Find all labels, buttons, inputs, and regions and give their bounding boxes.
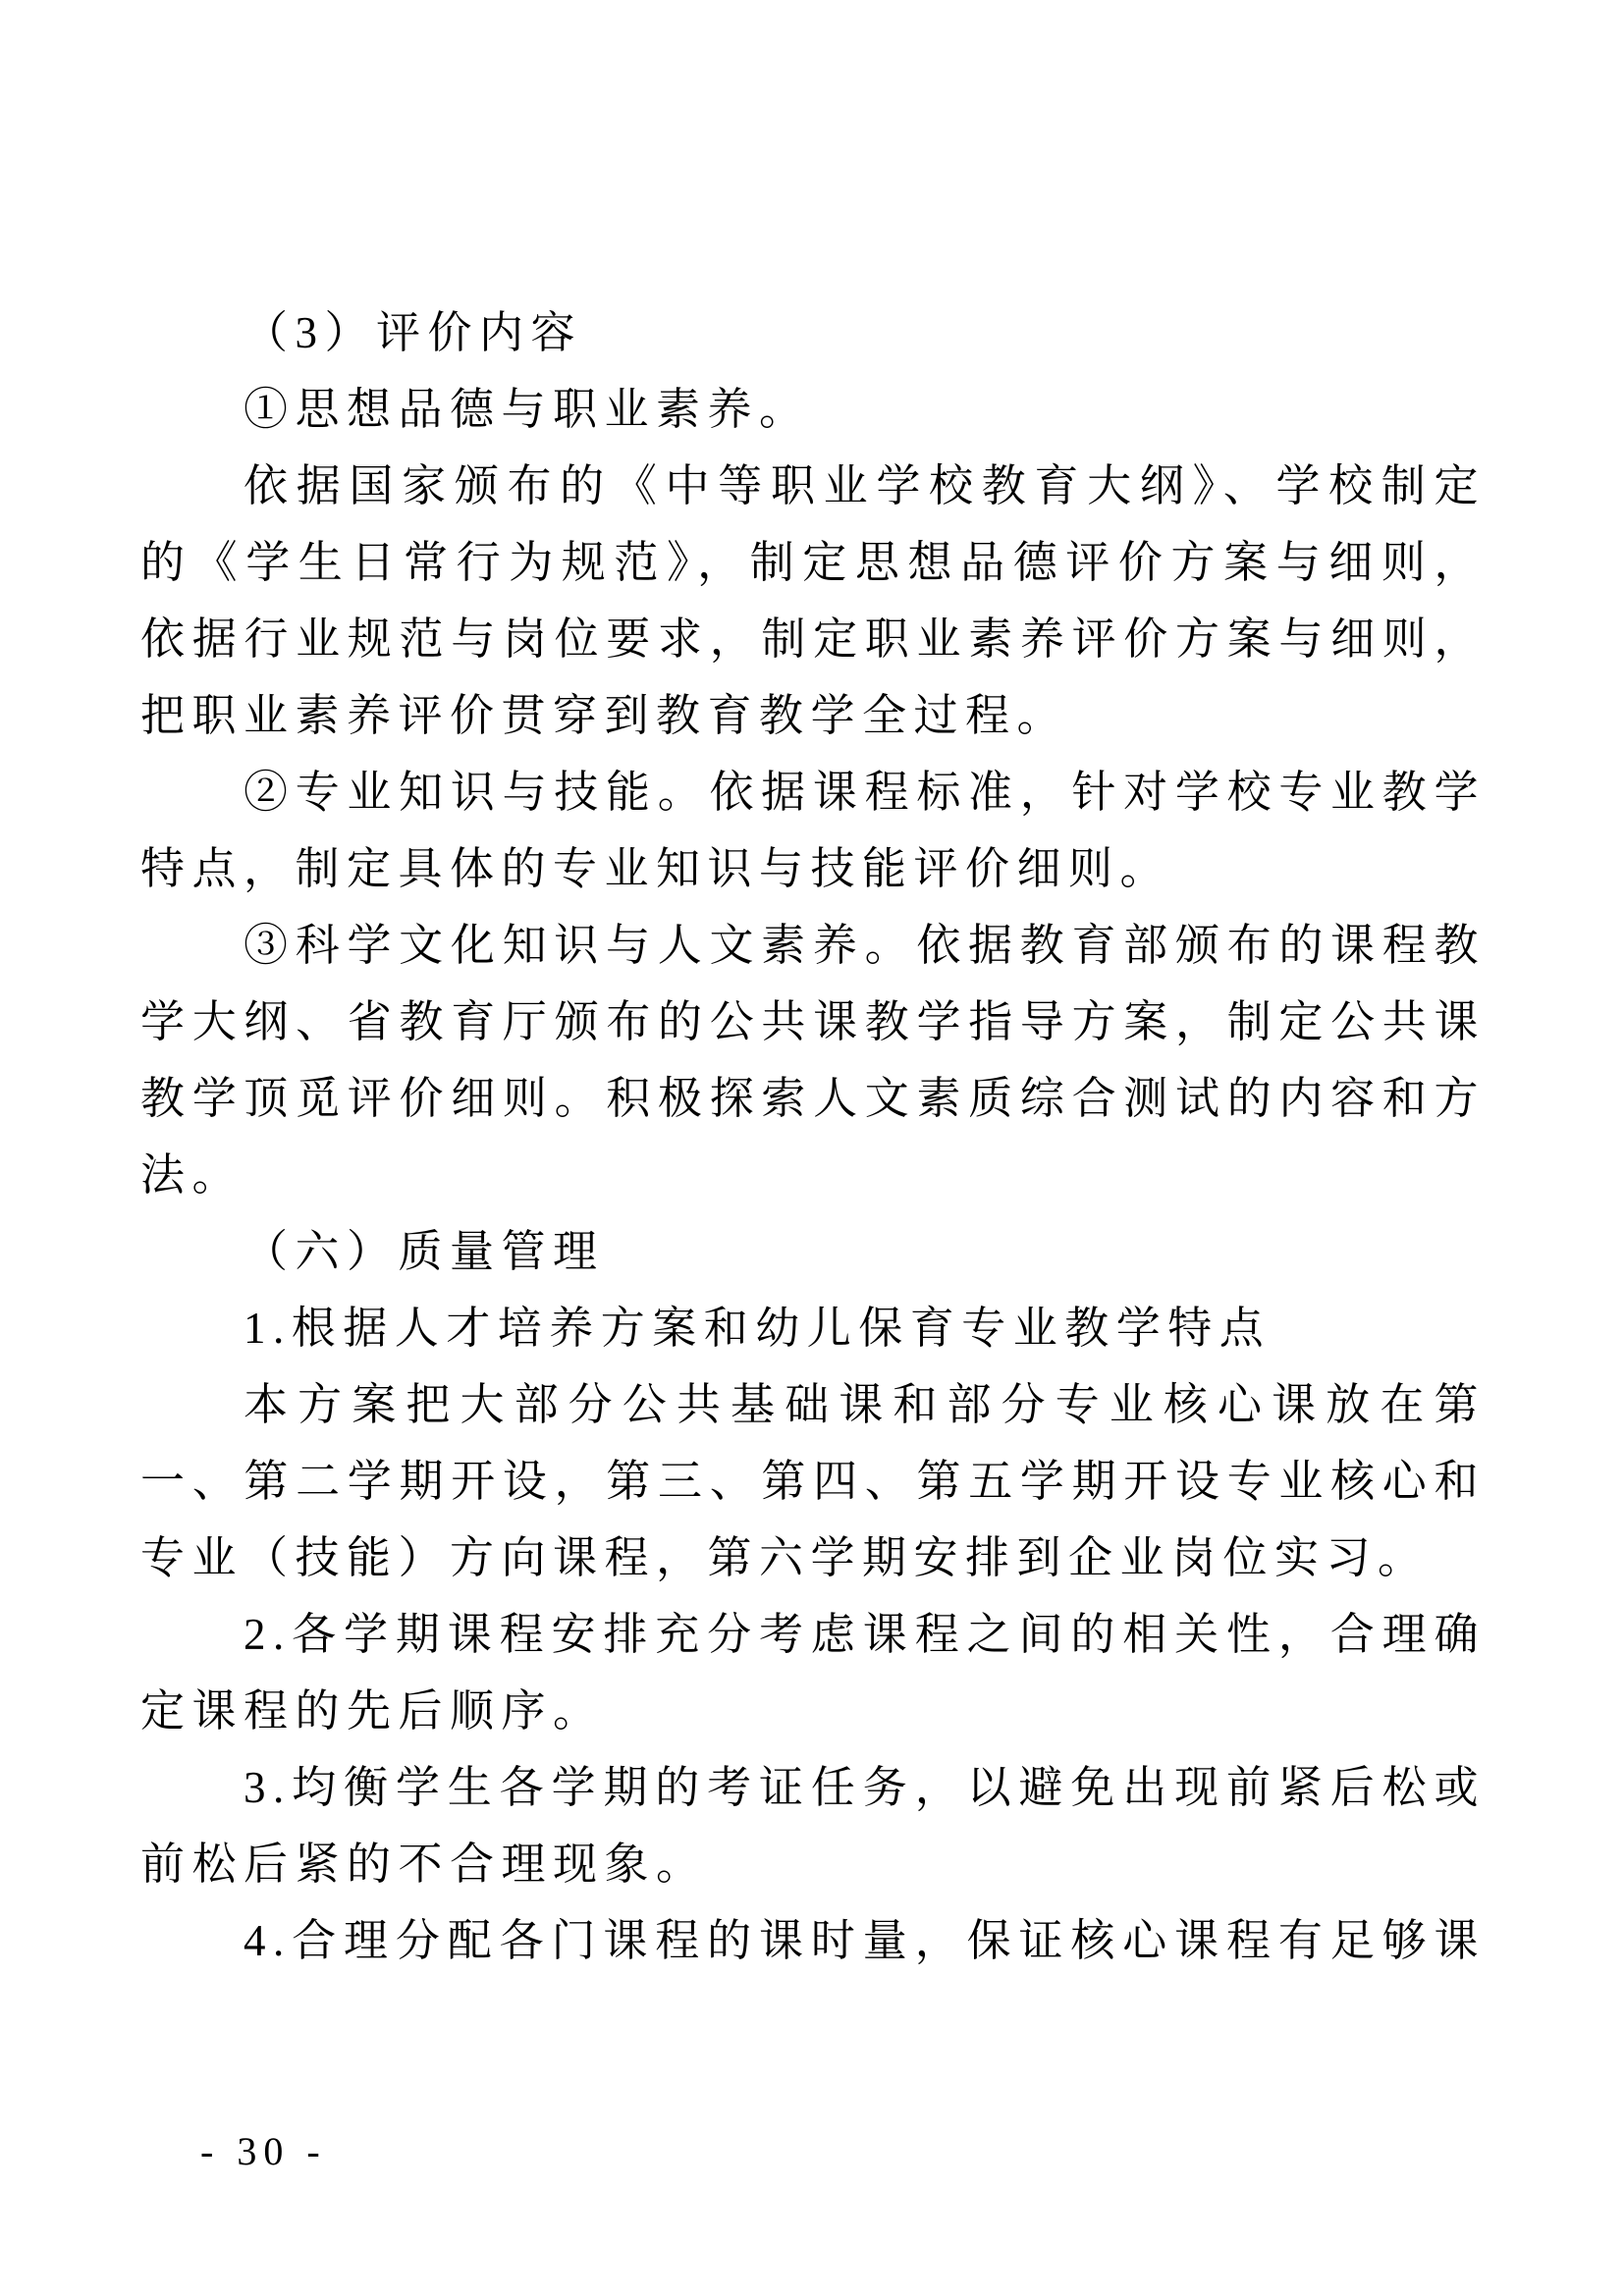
text-line: 法。 <box>140 1150 244 1200</box>
list-item-3: 3.均衡学生各学期的考证任务，以避免出现前紧后松或 <box>244 1763 1486 1812</box>
text-line: 依据国家颁布的《中等职业学校教育大纲》、学校制定 <box>244 461 1486 510</box>
item-1-heading-morality: ①思想品德与职业素养。 <box>244 385 811 434</box>
list-item-4: 4.合理分配各门课程的课时量，保证核心课程有足够课 <box>244 1916 1486 1965</box>
list-item-2: 2.各学期课程安排充分考虑课程之间的相关性，合理确 <box>244 1610 1486 1659</box>
item-3-culture-humanities: ③科学文化知识与人文素养。依据教育部颁布的课程教 <box>244 921 1486 970</box>
text-line: 学大纲、省教育厅颁布的公共课教学指导方案，制定公共课 <box>140 997 1486 1046</box>
text-line: 定课程的先后顺序。 <box>140 1686 605 1735</box>
text-line: 本方案把大部分公共基础课和部分专业核心课放在第 <box>244 1380 1486 1429</box>
section-heading-eval-content: （3）评价内容 <box>244 308 583 357</box>
page-number: - 30 - <box>200 2129 327 2173</box>
text-line: 特点，制定具体的专业知识与技能评价细则。 <box>140 844 1172 893</box>
text-line: 一、第二学期开设，第三、第四、第五学期开设专业核心和 <box>140 1457 1486 1506</box>
section-heading-quality-management: （六）质量管理 <box>244 1227 605 1276</box>
text-line: 前松后紧的不合理现象。 <box>140 1840 708 1889</box>
document-body <box>140 294 1486 1979</box>
item-2-professional-knowledge: ②专业知识与技能。依据课程标准，针对学校专业教学 <box>244 768 1486 817</box>
text-line: 依据行业规范与岗位要求，制定职业素养评价方案与细则， <box>140 614 1486 664</box>
text-line: 把职业素养评价贯穿到教育教学全过程。 <box>140 691 1069 740</box>
text-line: 教学顶觅评价细则。积极探索人文素质综合测试的内容和方 <box>140 1074 1486 1123</box>
list-item-1: 1.根据人才培养方案和幼儿保育专业教学特点 <box>244 1304 1272 1353</box>
text-line: 专业（技能）方向课程，第六学期安排到企业岗位实习。 <box>140 1533 1430 1582</box>
text-line: 的《学生日常行为规范》，制定思想品德评价方案与细则， <box>140 538 1486 587</box>
